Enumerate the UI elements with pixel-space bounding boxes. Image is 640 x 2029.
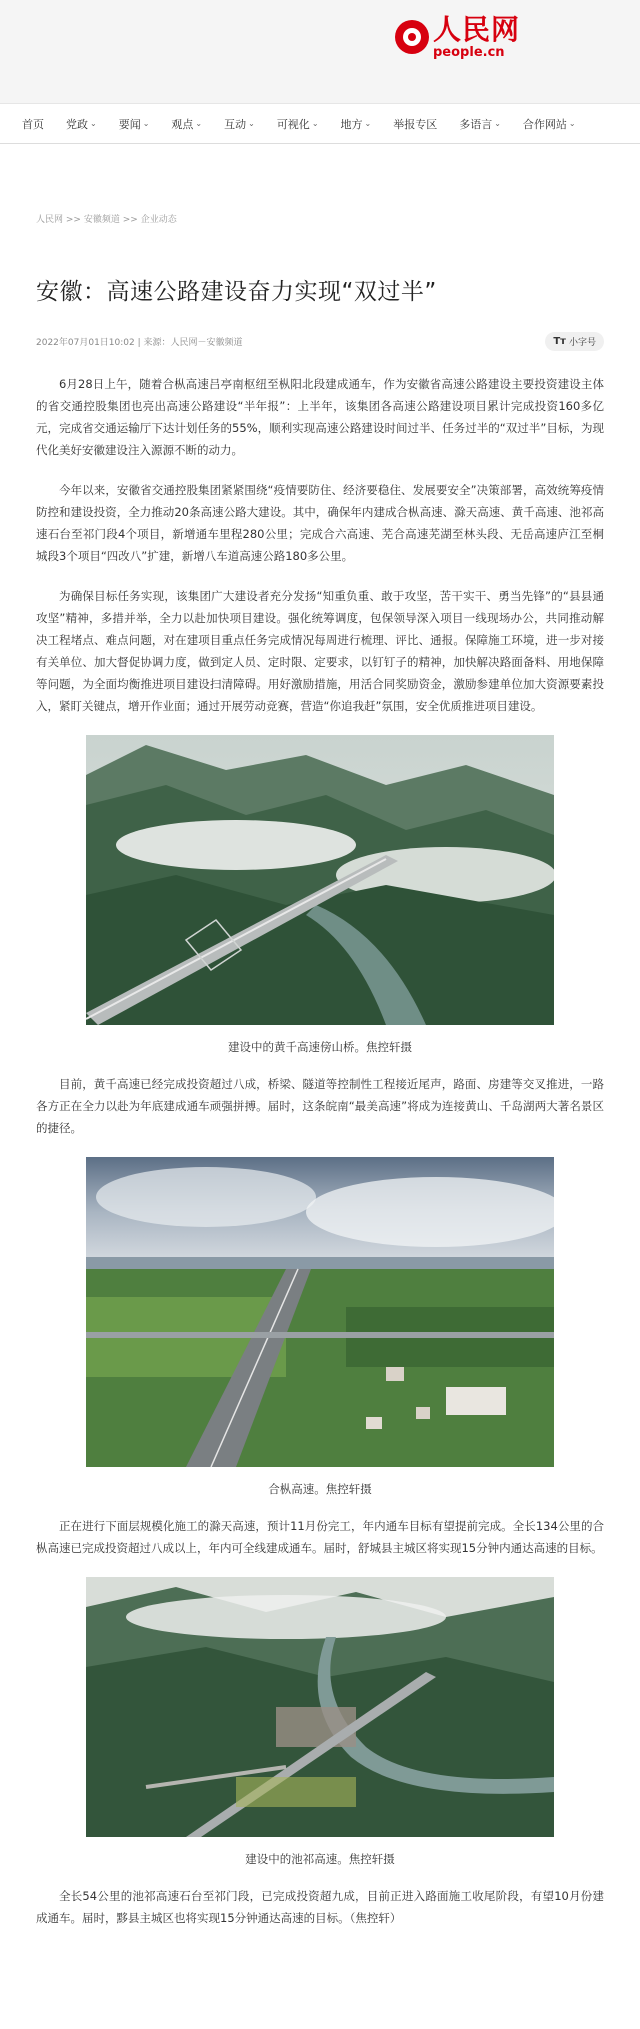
nav-item-report[interactable]: 举报专区 xyxy=(393,117,438,131)
photo-highway-aerial xyxy=(86,1157,554,1467)
article-date-source: 2022年07月01日10:02 | 来源：人民网－安徽频道 xyxy=(36,338,243,348)
nav-item-local[interactable]: 地方 ⌄ xyxy=(340,117,372,131)
breadcrumb xyxy=(36,212,604,225)
photo-caption: 合枞高速。焦控轩摄 xyxy=(268,1482,372,1496)
nav-item-languages[interactable]: 多语言 ⌄ xyxy=(459,117,501,131)
chevron-down-icon: ⌄ xyxy=(311,119,319,128)
article-paragraph: 今年以来，安徽省交通控股集团紧紧围绕“疫情要防住、经济要稳住、发展要安全”决策部署，高效统筹疫情防控和建设投资，全力推动20条高速公路大建设。其中，确保年内建成合枞高速、滁天高速、黄千高速、池祁高速石台至祁门段4个项目，新增通车里程280公里；完成合六高速、芜合高速芜湖至林头段、无岳高速庐江至桐城段3个项目“四改八”扩建，新增八车道高速公路180多公里。 xyxy=(36,483,604,563)
chevron-down-icon: ⌄ xyxy=(364,119,372,128)
photo-caption: 建设中的黄千高速傍山桥。焦控轩摄 xyxy=(228,1040,412,1054)
chevron-down-icon: ⌄ xyxy=(142,119,150,128)
chevron-down-icon: ⌄ xyxy=(568,119,576,128)
breadcrumb-sep: >> xyxy=(122,215,138,225)
nav-item-partners[interactable]: 合作网站 ⌄ xyxy=(522,117,576,131)
chevron-down-icon: ⌄ xyxy=(494,119,501,128)
breadcrumb-sep: >> xyxy=(65,215,81,225)
article-paragraph: 6月28日上午，随着合枞高速吕亭南枢纽至枞阳北段建成通车，作为安徽省高速公路建设主要投资建设主体的省交通控股集团也亮出高速公路建设“半年报”：上半年，该集团各高速公路建设项目累计完成投资160多亿元，完成省交通运输厅下达计划任务的55%，顺利实现高速公路建设时间过半、任务过半的“双过半”目标，为现代化美好安徽建设注入源源不断的动力。 xyxy=(36,377,604,457)
nav-item-home[interactable]: 首页 xyxy=(22,117,44,131)
breadcrumb-item-home[interactable]: 人民网 xyxy=(36,215,64,225)
nav-item-interact[interactable]: 互动 ⌄ xyxy=(224,117,255,131)
article-paragraph: 目前，黄千高速已经完成投资超过八成，桥梁、隧道等控制性工程接近尾声，路面、房建等交叉推进，一路各方正在全力以赴为年底建成通车顽强拼搏。届时，这条皖南“最美高速”将成为连接黄山、千岛湖两大著名景区的捷径。 xyxy=(36,1077,604,1135)
font-size-button[interactable]: Tт 小字号 xyxy=(545,332,604,351)
photo-mountain-bridge xyxy=(86,735,554,1025)
article-meta xyxy=(36,332,604,351)
breadcrumb-item-category[interactable]: 企业动态 xyxy=(140,215,177,225)
article-paragraph: 正在进行下面层规模化施工的滁天高速，预计11月份完工，年内通车目标有望提前完成。全长134公里的合枞高速已完成投资超过八成以上，年内可全线建成通车。届时，舒城县主城区将实现15分钟内通达高速的目标。 xyxy=(36,1519,604,1555)
breadcrumb-item-channel[interactable]: 安徽频道 xyxy=(83,215,120,225)
chevron-down-icon: ⌄ xyxy=(195,119,203,128)
article-paragraph: 为确保目标任务实现，该集团广大建设者充分发扬“知重负重、敢于攻坚，苦干实干、勇当先锋”的“县县通攻坚”精神，多措并举，全力以赴加快项目建设。强化统筹调度，包保领导深入项目一线现场办公，共同推动解决工程堵点、难点问题，对在建项目重点任务完成情况每周进行梳理、评比、通报。保障施工环境，进一步对接有关单位、加大督促协调力度，做到定人员、定时限、定要求，以钉钉子的精神，加快解决路面备料、用地保障等问题，为全面均衡推进项目建设扫清障碍。用好激励措施，用活合同奖励资金，激励参建单位加大资源要素投入，紧盯关键点，增开作业面；通过开展劳动竞赛，营造“你追我赶”氛围，安全优质推进项目建设。 xyxy=(36,589,604,713)
font-size-icon: Tт xyxy=(553,336,566,347)
main-nav xyxy=(0,104,640,144)
nav-item-party[interactable]: 党政 ⌄ xyxy=(66,117,97,131)
photo-caption: 建设中的池祁高速。焦控轩摄 xyxy=(245,1852,395,1866)
chevron-down-icon: ⌄ xyxy=(248,119,255,128)
article-container xyxy=(0,212,640,1929)
logo-text-en: people.cn xyxy=(433,44,505,60)
nav-item-news[interactable]: 要闻 ⌄ xyxy=(118,117,150,131)
site-logo[interactable] xyxy=(395,10,535,64)
top-header xyxy=(0,0,640,104)
photo-valley-highway xyxy=(86,1577,554,1837)
logo-icon xyxy=(395,20,429,54)
chevron-down-icon: ⌄ xyxy=(90,119,97,128)
logo-text-cn: 人民网 xyxy=(433,12,521,46)
article-title: 安徽：高速公路建设奋力实现“双过半” xyxy=(36,279,437,305)
nav-item-opinion[interactable]: 观点 ⌄ xyxy=(171,117,203,131)
nav-item-visual[interactable]: 可视化 ⌄ xyxy=(276,117,319,131)
article-paragraph: 全长54公里的池祁高速石台至祁门段，已完成投资超九成，目前正进入路面施工收尾阶段，有望10月份建成通车。届时，黟县主城区也将实现15分钟通达高速的目标。（焦控轩） xyxy=(36,1889,604,1925)
